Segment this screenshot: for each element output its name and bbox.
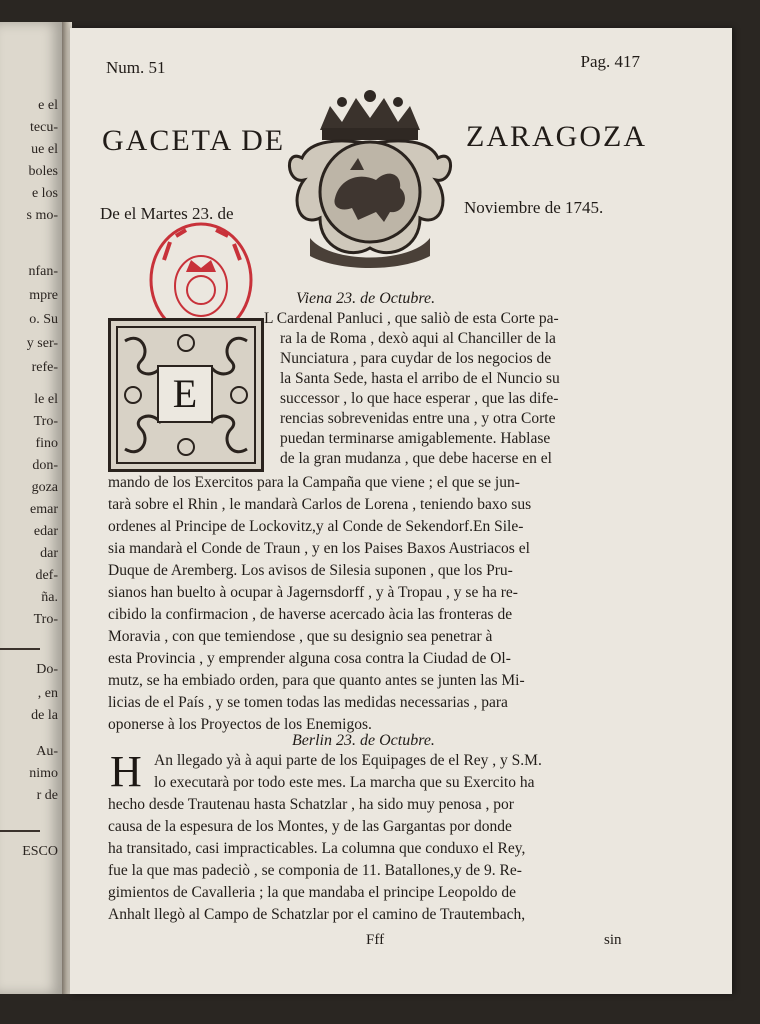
text-line: cibido la confirmacion , de haverse acercado àcia las fronteras de	[108, 606, 513, 623]
left-text-line: e el	[38, 98, 58, 113]
text-line: hecho desde Trautenau hasta Schatzlar , ha sido muy penosa , por	[108, 796, 514, 813]
text-line: ordenes al Principe de Lockovitz,y al Conde de Sekendorf.En Sile-	[108, 518, 524, 535]
left-text-line: Tro-	[33, 414, 58, 429]
left-text-line: edar	[33, 524, 58, 539]
text-line: gimientos de Cavalleria ; la que mandaba el principe Leopoldo de	[108, 884, 517, 901]
left-text-line: ue el	[31, 142, 58, 157]
gazette-page	[70, 28, 732, 994]
left-text-line: fino	[35, 436, 58, 451]
left-text-line: , en	[37, 686, 58, 701]
page-number: Pag. 417	[580, 52, 640, 71]
text-line: An llegado yà à aqui parte de los Equipages de el Rey , y S.M.	[154, 752, 542, 769]
text-line: fue la que mas padeciò , se componia de 11. Batallones,y de 9. Re-	[108, 862, 522, 879]
text-line: puedan terminarse amigablemente. Hablase	[280, 430, 551, 447]
text-line: mutz, se ha embiado orden, para que quanto antes se junten las Mi-	[108, 672, 525, 689]
left-page	[0, 22, 62, 994]
text-line: sia mandarà el Conde de Traun , y en los Paises Baxos Austriacos el	[108, 540, 530, 557]
dateline-vienna: Viena 23. de Octubre.	[296, 290, 436, 307]
text-line: mando de los Exercitos para la Campaña que viene ; el que se jun-	[108, 474, 520, 491]
left-text-line: Do-	[36, 662, 58, 677]
left-text-line: ña.	[41, 590, 58, 605]
left-text-line: le el	[34, 392, 58, 407]
left-text-line: r de	[36, 788, 58, 803]
left-text-line: Tro-	[33, 612, 58, 627]
left-text-line: tecu-	[30, 120, 58, 135]
zaragoza-coat-of-arms-icon	[280, 88, 460, 278]
dateline-berlin: Berlin 23. de Octubre.	[292, 732, 435, 749]
text-line: successor , lo que hace esperar , que las dife-	[280, 390, 559, 407]
left-divider	[0, 830, 40, 832]
left-text-line: mpre	[29, 288, 58, 303]
issue-date-right: Noviembre de 1745.	[464, 198, 604, 217]
left-text-line: Au-	[36, 744, 58, 759]
text-line: la Santa Sede, hasta el arribo de el Nuncio su	[280, 370, 560, 387]
text-line: Anhalt llegò al Campo de Schatzlar por el camino de Trautembach,	[108, 906, 526, 923]
text-line: ra la de Roma , dexò aqui al Chanciller de la	[280, 330, 556, 347]
left-text-line: boles	[28, 164, 58, 179]
left-text-line: nimo	[29, 766, 58, 781]
masthead-title-left: GACETA DE	[102, 124, 286, 157]
left-text-line: refe-	[31, 360, 58, 375]
text-line: licias de el País , y se tomen todas las medidas necessarias , para	[108, 694, 508, 711]
text-line: L Cardenal Panluci , que saliò de esta Corte pa-	[264, 310, 559, 327]
left-text-line: ESCO	[22, 844, 58, 859]
left-text-line: dar	[40, 546, 58, 561]
text-line: Nunciatura , para cuydar de los negocios de	[280, 350, 552, 367]
initial-letter-e: E	[157, 365, 213, 423]
left-text-line: s mo-	[26, 208, 58, 223]
text-line: causa de la espesura de los Montes, y de las Gargantas por donde	[108, 818, 512, 835]
text-line: esta Provincia , y emprender alguna cosa contra la Ciudad de Ol-	[108, 650, 511, 667]
text-line: tarà sobre el Rhin , le mandarà Carlos de Lorena , teniendo baxo sus	[108, 496, 532, 513]
left-text-line: de la	[31, 708, 58, 723]
text-line: oponerse à los Proyectos de los Enemigos.	[108, 716, 372, 733]
decorated-initial-box	[108, 318, 264, 472]
text-line: rencias sobrevenidas entre una , y otra Corte	[280, 410, 556, 427]
left-text-line: nfan-	[28, 264, 58, 279]
text-line: Duque de Aremberg. Los avisos de Silesia suponen , que los Pru-	[108, 562, 513, 579]
left-divider	[0, 648, 40, 650]
text-line: lo executarà por todo este mes. La marcha que su Exercito ha	[154, 774, 535, 791]
left-text-line: don-	[32, 458, 58, 473]
text-line: Moravia , con que temiendose , que su designio sea penetrar à	[108, 628, 493, 645]
text-line: de la gran mudanza , que debe hacerse en el	[280, 450, 552, 467]
issue-date-left: De el Martes 23. de	[100, 204, 234, 223]
issue-number: Num. 51	[106, 58, 166, 77]
left-text-line: goza	[31, 480, 58, 495]
initial-letter-h: H	[110, 747, 142, 796]
printer-signature: Fff	[366, 932, 385, 948]
catchword: sin	[604, 932, 622, 948]
left-text-line: o. Su	[29, 312, 58, 327]
left-text-line: emar	[30, 502, 58, 517]
left-text-line: e los	[31, 186, 58, 201]
masthead-title-right: ZARAGOZA	[466, 120, 647, 153]
left-text-line: def-	[35, 568, 58, 583]
text-line: ha transitado, casi impracticables. La columna que conduxo el Rey,	[108, 840, 526, 857]
text-line: sianos han buelto à ocupar à Jagernsdorff , y à Tropau , y se ha re-	[108, 584, 518, 601]
left-text-line: y ser-	[26, 336, 58, 351]
